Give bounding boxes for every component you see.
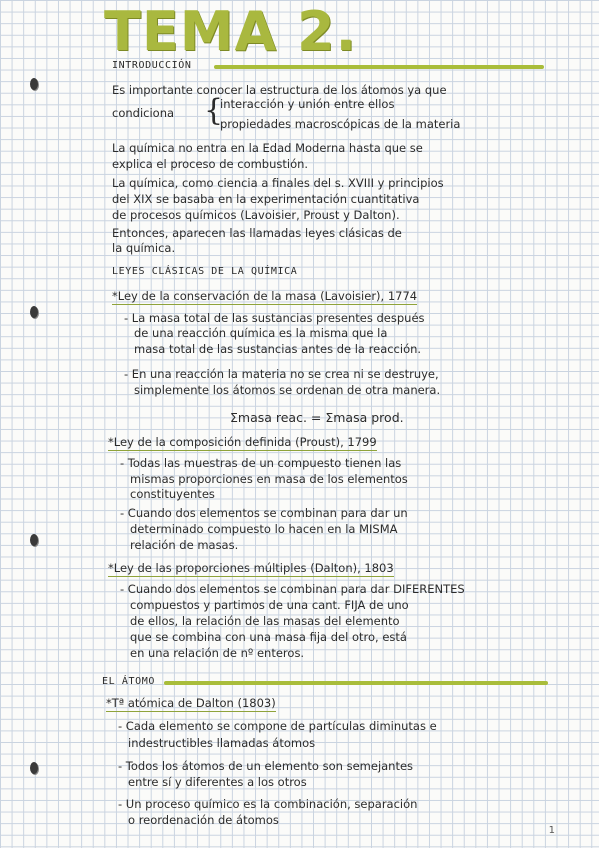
law-1-title-text: *Ley de la conservación de la masa (Lavoisier), 1774 xyxy=(112,289,418,303)
section-heading-atom: EL ÁTOMO xyxy=(102,676,155,687)
atom-theory-title-text: *Tª atómica de Dalton (1803) xyxy=(106,696,276,710)
atom-point-c2: o reordenación de átomos xyxy=(128,813,279,827)
law-3-point-a2: compuestos y partimos de una cant. FIJA de uno xyxy=(130,598,409,612)
law-3-point-a4: que se combina con una masa fija del otro, está xyxy=(130,630,407,644)
intro-para-4b: la química. xyxy=(112,241,176,255)
intro-para-3c: de procesos químicos (Lavoisier, Proust y Dalton). xyxy=(112,208,400,222)
binder-hole xyxy=(30,762,38,774)
intro-para-3a: La química, como ciencia a finales del s. XVIII y principios xyxy=(112,176,444,190)
atom-point-b1: - Todos los átomos de un elemento son semejantes xyxy=(118,759,414,773)
binder-hole xyxy=(30,306,38,318)
intro-para-4a: Entonces, aparecen las llamadas leyes clásicas de xyxy=(112,226,402,240)
law-2-title-text: *Ley de la composición definida (Proust), 1799 xyxy=(108,435,377,449)
intro-line-2: condiciona xyxy=(112,106,175,120)
page-number: 1 xyxy=(548,825,555,836)
binder-hole xyxy=(30,534,38,546)
law-3-point-a5: en una relación de nº enteros. xyxy=(130,646,305,660)
atom-point-b2: entre sí y diferentes a los otros xyxy=(128,775,307,789)
atom-point-a1: - Cada elemento se compone de partículas diminutas e xyxy=(118,719,437,733)
law-3-title xyxy=(108,561,394,575)
page-title: TEMA 2. xyxy=(104,0,358,63)
highlight-line xyxy=(214,65,544,69)
law-2-point-b1: - Cuando dos elementos se combinan para dar un xyxy=(120,506,408,520)
law-3-point-a3: de ellos, la relación de las masas del elemento xyxy=(130,614,400,628)
law-1-title xyxy=(112,289,417,303)
law-1-point-a2: de una reacción química es la misma que la xyxy=(134,326,388,340)
law-2-title xyxy=(108,435,377,449)
section-heading-intro: INTRODUCCIÓN xyxy=(112,60,192,71)
intro-para-2a: La química no entra en la Edad Moderna hasta que se xyxy=(112,141,423,155)
highlight-line xyxy=(164,681,548,685)
intro-para-2b: explica el proceso de combustión. xyxy=(112,157,309,171)
law-2-point-a2: mismas proporciones en masa de los elementos xyxy=(130,472,408,486)
intro-branch-2: propiedades macroscópicas de la materia xyxy=(220,117,461,131)
law-3-point-a1: - Cuando dos elementos se combinan para dar DIFERENTES xyxy=(120,582,465,596)
law-1-point-a3: masa total de las sustancias antes de la reacción. xyxy=(134,342,422,356)
intro-branch-1: interacción y unión entre ellos xyxy=(220,97,395,111)
law-3-title-text: *Ley de las proporciones múltiples (Dalton), 1803 xyxy=(108,561,394,575)
law-2-point-b3: relación de masas. xyxy=(130,538,239,552)
atom-point-c1: - Un proceso químico es la combinación, separación xyxy=(118,797,418,811)
atom-point-a2: indestructibles llamadas átomos xyxy=(128,736,316,750)
law-2-point-a3: constituyentes xyxy=(130,487,215,501)
section-heading-laws: LEYES CLÁSICAS DE LA QUÍMICA xyxy=(112,266,298,277)
mass-formula: Σmasa reac. = Σmasa prod. xyxy=(230,410,404,425)
law-1-point-b1: - En una reacción la materia no se crea ni se destruye, xyxy=(124,367,439,381)
law-2-point-a1: - Todas las muestras de un compuesto tienen las xyxy=(120,456,402,470)
atom-theory-title xyxy=(106,696,276,710)
law-1-point-a1: - La masa total de las sustancias presentes después xyxy=(124,311,425,325)
intro-line-1: Es importante conocer la estructura de los átomos ya que xyxy=(112,83,447,97)
brace-symbol: { xyxy=(204,93,224,128)
law-1-point-b2: simplemente los átomos se ordenan de otra manera. xyxy=(134,383,441,397)
intro-para-3b: del XIX se basaba en la experimentación cuantitativa xyxy=(112,192,420,206)
binder-hole xyxy=(30,78,38,90)
law-2-point-b2: determinado compuesto lo hacen en la MISMA xyxy=(130,522,398,536)
